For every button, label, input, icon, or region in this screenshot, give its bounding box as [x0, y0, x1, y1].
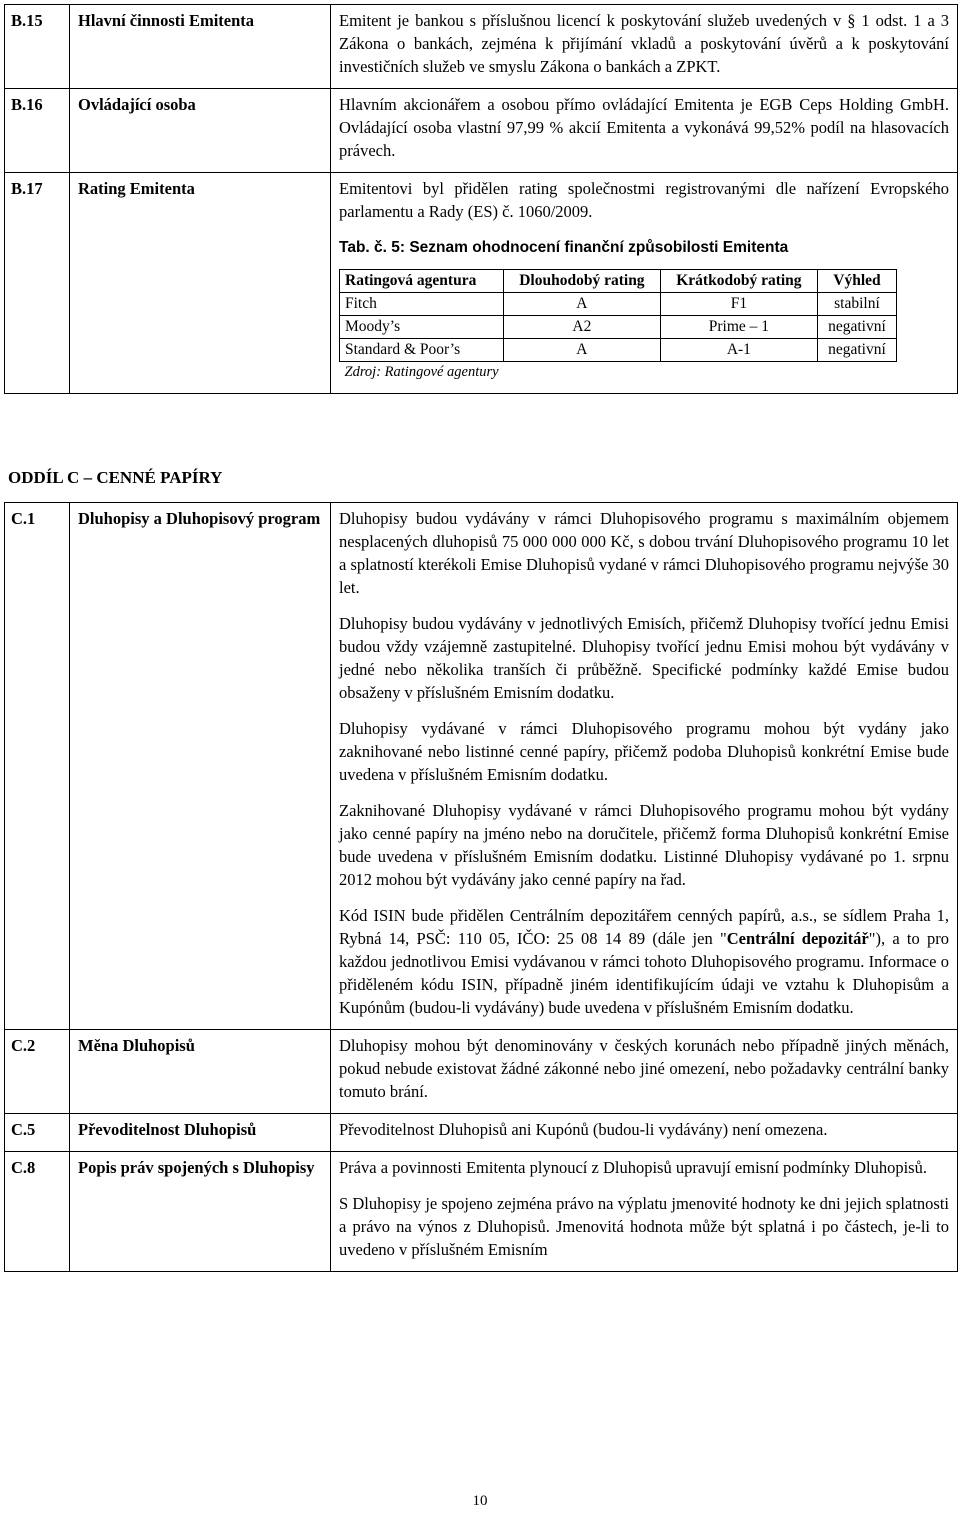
table-row [340, 293, 897, 316]
paragraph: Emitentovi byl přidělen rating společnostmi registrovanými dle nařízení Evropského parlamentu a Rady (ES) č. 1060/2009. [339, 179, 949, 221]
isin-text-end: "), a to pro každou jednotlivou Emisi vydávanou v rámci tohoto Dluhopisového programu. Informace o přiděleném kódu ISIN, případně jiném identifikujícím údaji ve vztahu k Dluhopisům a Kupónům (budou-li vydávány) bude uvedena v příslušném Emisním dodatku. [339, 929, 949, 1017]
table-row [340, 339, 897, 362]
table-cell: Standard & Poor’s [340, 339, 504, 362]
paragraph: Zaknihované Dluhopisy vydávané v rámci Dluhopisového programu mohou být vydány jako cenné papíry na jméno nebo na doručitele, přičemž forma Dluhopisů konkrétní Emise bude uvedena v příslušném Emisním dodatku. Listinné Dluhopisy vydávané po 1. srpnu 2012 mohou být vydávány jako cenné papíry na řad. [339, 801, 949, 889]
rating-table-header [340, 270, 897, 293]
item-code: C.1 [5, 503, 70, 1030]
table-cell: negativní [817, 316, 896, 339]
row-b17 [5, 173, 958, 394]
paragraph: Emitent je bankou s příslušnou licencí k poskytování služeb uvedených v § 1 odst. 1 a 3 Zákona o bankách, zejména k přijímání vkladů a poskytování úvěrů a k poskytování investičních služeb ve smyslu Zákona o bankách a ZPKT. [339, 11, 949, 76]
item-content [331, 173, 958, 394]
header-cell: Ratingová agentura [340, 270, 504, 293]
item-content [331, 1030, 958, 1114]
item-title: Ovládající osoba [70, 89, 331, 173]
item-code: B.16 [5, 89, 70, 173]
table-cell: A-1 [660, 339, 817, 362]
table-cell: negativní [817, 339, 896, 362]
isin-text-start: Kód ISIN bude přidělen Centrálním depozitářem cenných papírů, a.s., se sídlem Praha 1, Rybná 14, PSČ: 110 05, IČO: 25 08 14 89 (dále jen " [339, 906, 949, 948]
paragraph: Dluhopisy budou vydávány v rámci Dluhopisového programu s maximálním objemem nesplacených dluhopisů 75 000 000 000 Kč, s dobou trvání Dluhopisového programu 10 let a splatností kterékoli Emise Dluhopisů vydané v rámci Dluhopisového programu nejvýše 30 let. [339, 509, 949, 597]
item-content [331, 89, 958, 173]
row-c1 [5, 503, 958, 1030]
item-code: C.2 [5, 1030, 70, 1114]
row-b16 [5, 89, 958, 173]
row-c2 [5, 1030, 958, 1114]
paragraph: Dluhopisy budou vydávány v jednotlivých Emisích, přičemž Dluhopisy tvořící jednu Emisi budou vždy vzájemně zastupitelné. Dluhopisy tvořící jednu Emisi mohou být vydávány v jedné nebo několika tranších či průběžně. Specifické podmínky každé Emise budou obsaženy v příslušném Emisním dodatku. [339, 614, 949, 702]
row-c8 [5, 1152, 958, 1272]
section-b-table [4, 4, 958, 394]
table-cell: stabilní [817, 293, 896, 316]
item-content [331, 1152, 958, 1272]
table-cell: Fitch [340, 293, 504, 316]
table-cell: Moody’s [340, 316, 504, 339]
table-row [340, 316, 897, 339]
table-source: Zdroj: Ratingové agentury [344, 364, 499, 380]
paragraph-isin [339, 904, 949, 1019]
item-title: Dluhopisy a Dluhopisový program [70, 503, 331, 1030]
row-b15 [5, 5, 958, 89]
paragraph: Dluhopisy vydávané v rámci Dluhopisového programu mohou být vydány jako zaknihované nebo listinné cenné papíry, přičemž podoba Dluhopisů konkrétní Emise bude uvedena v příslušném Emisním dodatku. [339, 719, 949, 784]
table-cell: Prime – 1 [660, 316, 817, 339]
item-title: Popis práv spojených s Dluhopisy [70, 1152, 331, 1272]
section-c-table [4, 502, 958, 1272]
table-cell: A [503, 339, 660, 362]
isin-bold-term: Centrální depozitář [726, 929, 869, 948]
item-title: Rating Emitenta [70, 173, 331, 394]
item-code: C.8 [5, 1152, 70, 1272]
table-cell: A [503, 293, 660, 316]
table-cell: A2 [503, 316, 660, 339]
item-content [331, 5, 958, 89]
item-content [331, 1114, 958, 1152]
header-cell: Krátkodobý rating [660, 270, 817, 293]
section-c-heading: ODDÍL C – CENNÉ PAPÍRY [8, 468, 223, 487]
page-number: 10 [472, 1493, 488, 1509]
item-title: Převoditelnost Dluhopisů [70, 1114, 331, 1152]
header-cell: Výhled [817, 270, 896, 293]
table-cell: F1 [660, 293, 817, 316]
paragraph: S Dluhopisy je spojeno zejména právo na výplatu jmenovité hodnoty ke dni jejich splatnosti a právo na výnos z Dluhopisů. Jmenovitá hodnota může být splatná i po částech, je-li to uvedeno v příslušném Emisním [339, 1194, 949, 1259]
table-source-row [340, 362, 897, 384]
paragraph: Dluhopisy mohou být denominovány v českých korunách nebo případně jiných měnách, pokud nebude existovat žádné zákonné nebo jiné omezení, nebo požadavky centrální banky tomuto brání. [339, 1036, 949, 1101]
item-code: C.5 [5, 1114, 70, 1152]
item-title: Měna Dluhopisů [70, 1030, 331, 1114]
item-content [331, 503, 958, 1030]
item-code: B.17 [5, 173, 70, 394]
row-c5 [5, 1114, 958, 1152]
paragraph: Hlavním akcionářem a osobou přímo ovládající Emitenta je EGB Ceps Holding GmbH. Ovládající osoba vlastní 97,99 % akcií Emitenta a vykonává 99,52% podíl na hlasovacích právech. [339, 95, 949, 160]
table-caption: Tab. č. 5: Seznam ohodnocení finanční způsobilosti Emitenta [339, 239, 789, 256]
item-title: Hlavní činnosti Emitenta [70, 5, 331, 89]
rating-table [339, 269, 897, 383]
paragraph: Převoditelnost Dluhopisů ani Kupónů (budou-li vydávány) není omezena. [339, 1120, 828, 1139]
paragraph: Práva a povinnosti Emitenta plynoucí z Dluhopisů upravují emisní podmínky Dluhopisů. [339, 1158, 927, 1177]
item-code: B.15 [5, 5, 70, 89]
header-cell: Dlouhodobý rating [503, 270, 660, 293]
